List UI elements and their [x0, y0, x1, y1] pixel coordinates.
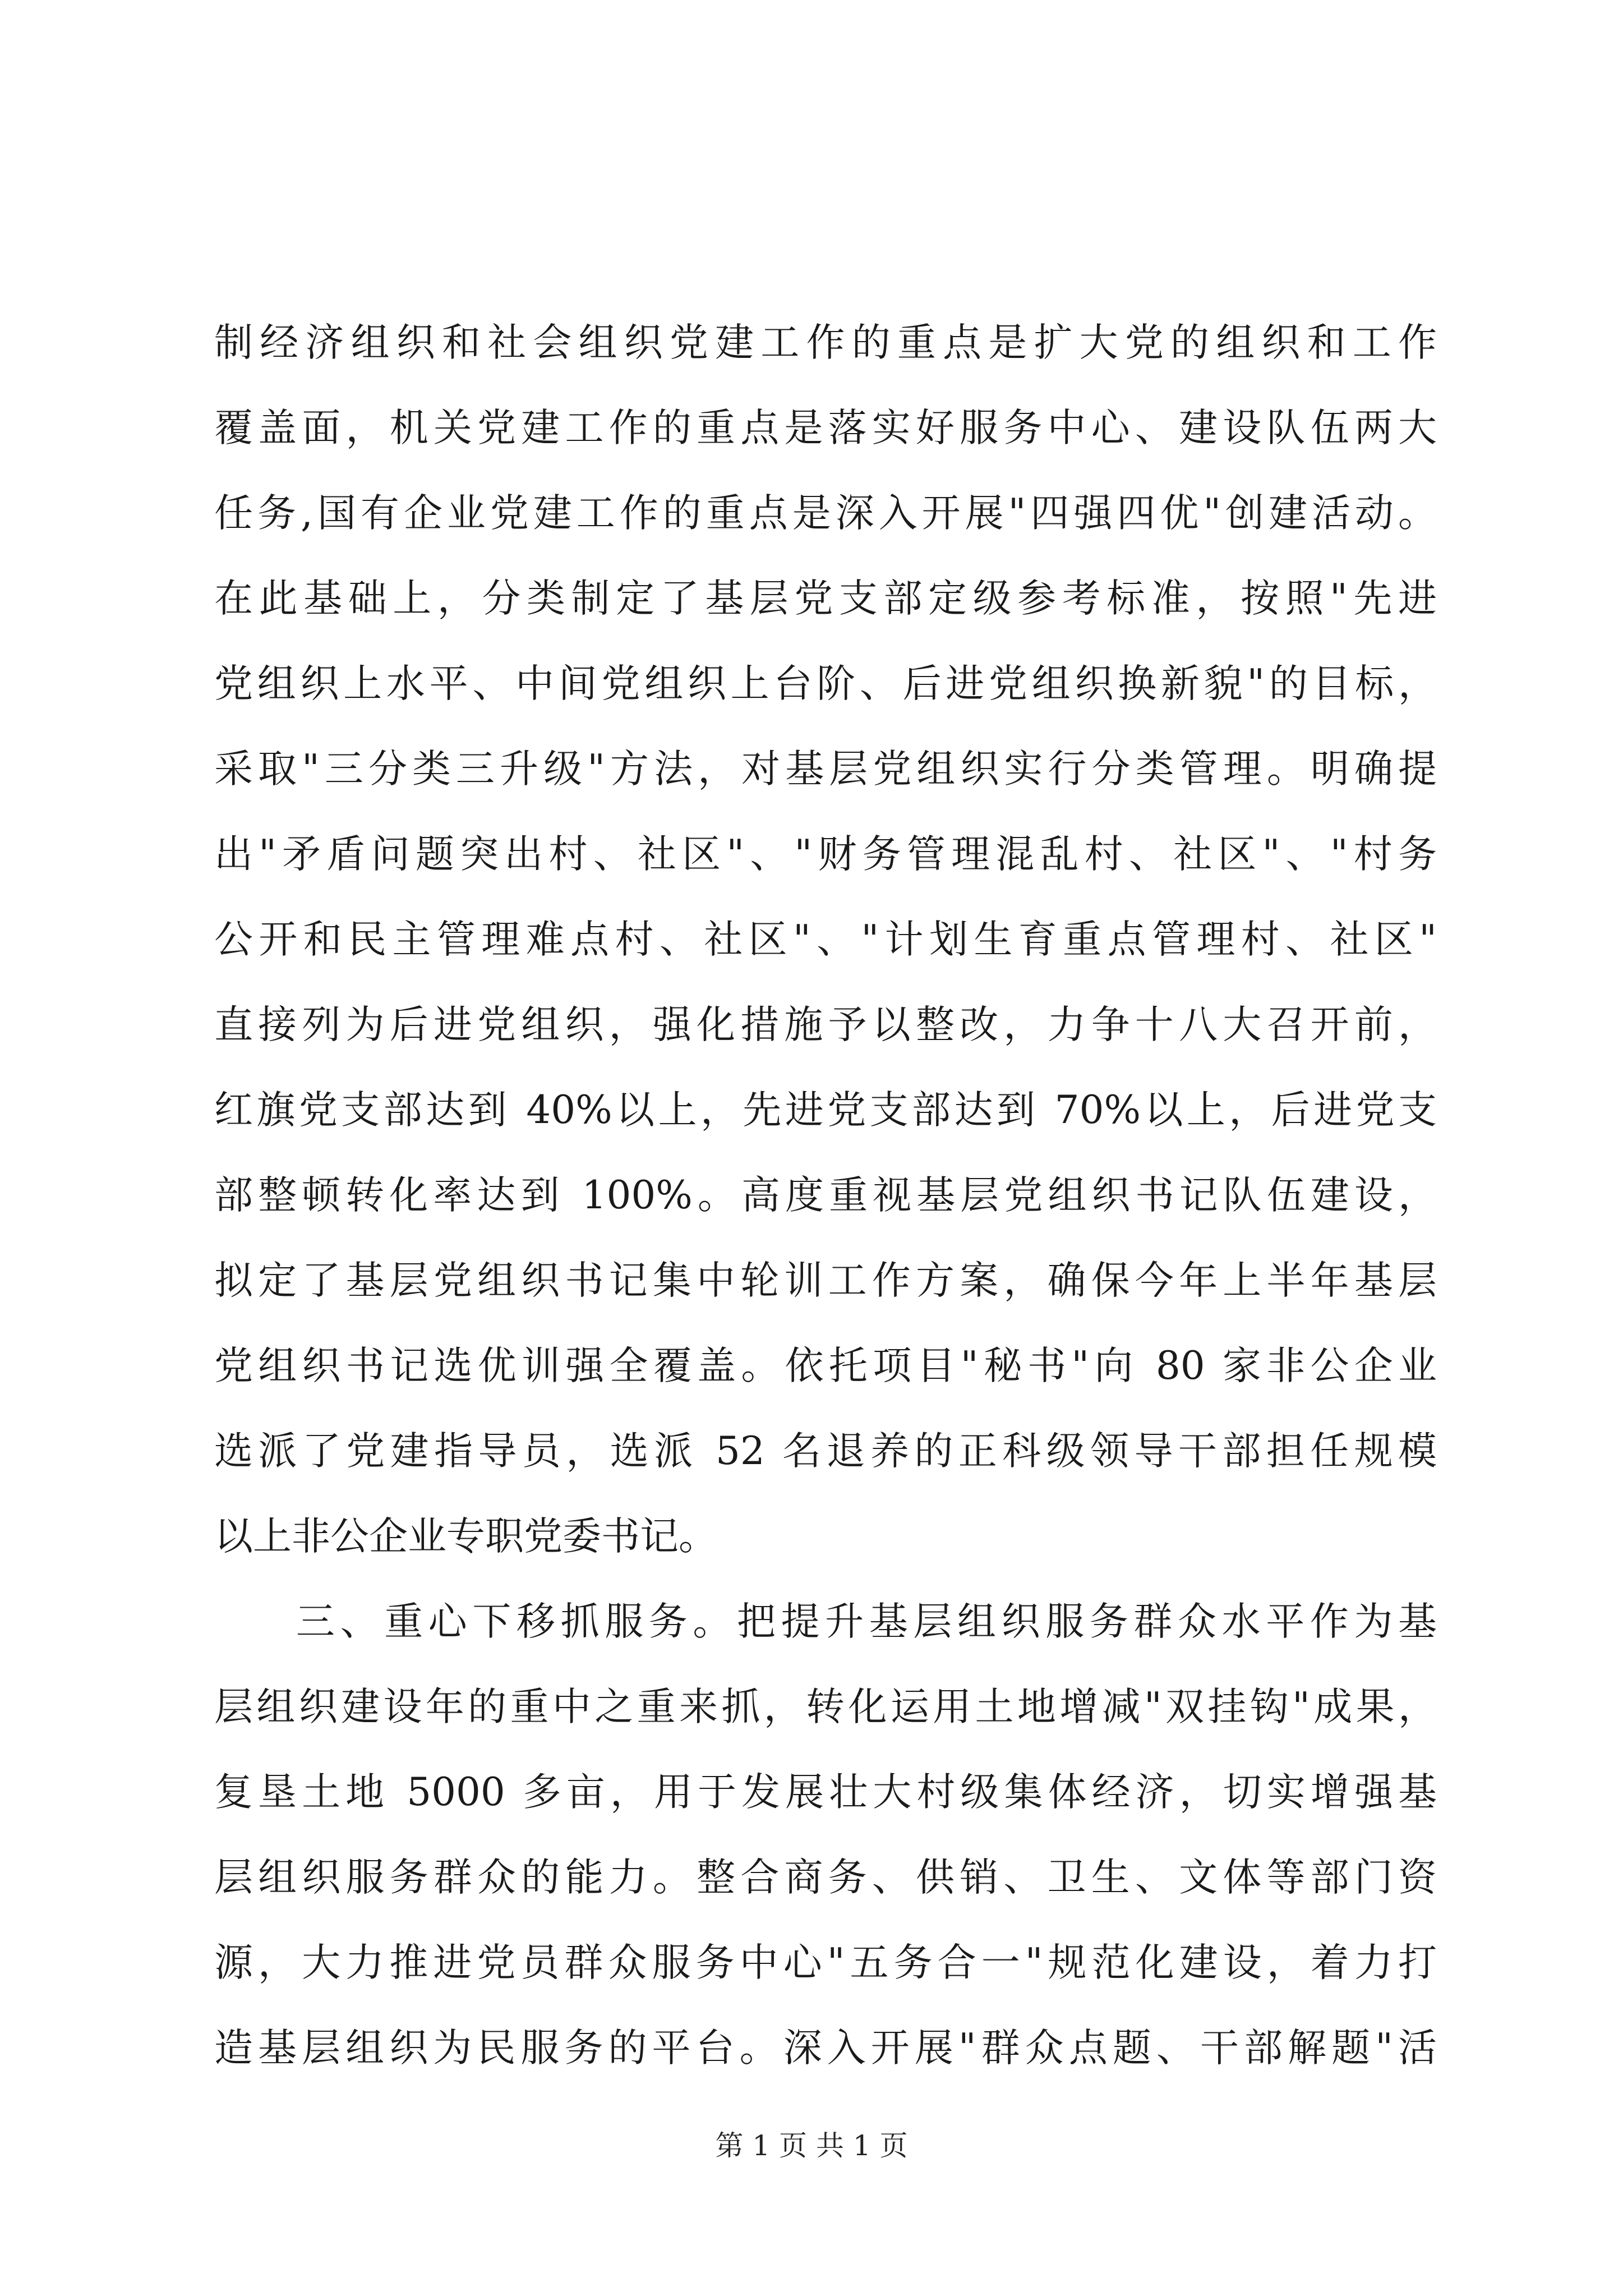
text-line: 任务,国有企业党建工作的重点是深入开展"四强四优"创建活动。 [214, 491, 1437, 536]
text-line: 红旗党支部达到 40%以上，先进党支部达到 70%以上，后进党支 [214, 1088, 1437, 1133]
text-line: 公开和民主管理难点村、社区"、"计划生育重点管理村、社区" [214, 917, 1437, 962]
text-line: 层组织建设年的重中之重来抓，转化运用土地增减"双挂钩"成果， [214, 1685, 1437, 1729]
text-line: 造基层组织为民服务的平台。深入开展"群众点题、干部解题"活 [214, 2026, 1437, 2070]
text-line: 层组织服务群众的能力。整合商务、供销、卫生、文体等部门资 [214, 1855, 1437, 1900]
document-body [214, 300, 1437, 2091]
text-line: 覆盖面，机关党建工作的重点是落实好服务中心、建设队伍两大 [214, 406, 1437, 450]
text-line: 复垦土地 5000 多亩，用于发展壮大村级集体经济，切实增强基 [214, 1770, 1437, 1815]
text-line: 源，大力推进党员群众服务中心"五务合一"规范化建设，着力打 [214, 1940, 1437, 1985]
text-line: 在此基础上，分类制定了基层党支部定级参考标准，按照"先进 [214, 576, 1437, 621]
text-line: 部整顿转化率达到 100%。高度重视基层党组织书记队伍建设， [214, 1173, 1437, 1218]
text-line: 直接列为后进党组织，强化措施予以整改，力争十八大召开前， [214, 1002, 1437, 1047]
text-line: 党组织书记选优训强全覆盖。依托项目"秘书"向 80 家非公企业 [214, 1343, 1437, 1388]
page-number-footer: 第 1 页 共 1 页 [715, 2129, 908, 2162]
text-line: 采取"三分类三升级"方法，对基层党组织实行分类管理。明确提 [214, 747, 1437, 792]
text-line: 党组织上水平、中间党组织上台阶、后进党组织换新貌"的目标， [214, 661, 1437, 706]
paragraph-end-line: 以上非公企业专职党委书记。 [214, 1514, 717, 1559]
text-line: 选派了党建指导员，选派 52 名退养的正科级领导干部担任规模 [214, 1429, 1437, 1474]
section-heading-line: 三、重心下移抓服务。把提升基层组织服务群众水平作为基 [296, 1599, 1437, 1644]
text-line: 制经济组织和社会组织党建工作的重点是扩大党的组织和工作 [214, 320, 1437, 365]
text-line: 出"矛盾问题突出村、社区"、"财务管理混乱村、社区"、"村务 [214, 832, 1437, 877]
text-line: 拟定了基层党组织书记集中轮训工作方案，确保今年上半年基层 [214, 1258, 1437, 1303]
